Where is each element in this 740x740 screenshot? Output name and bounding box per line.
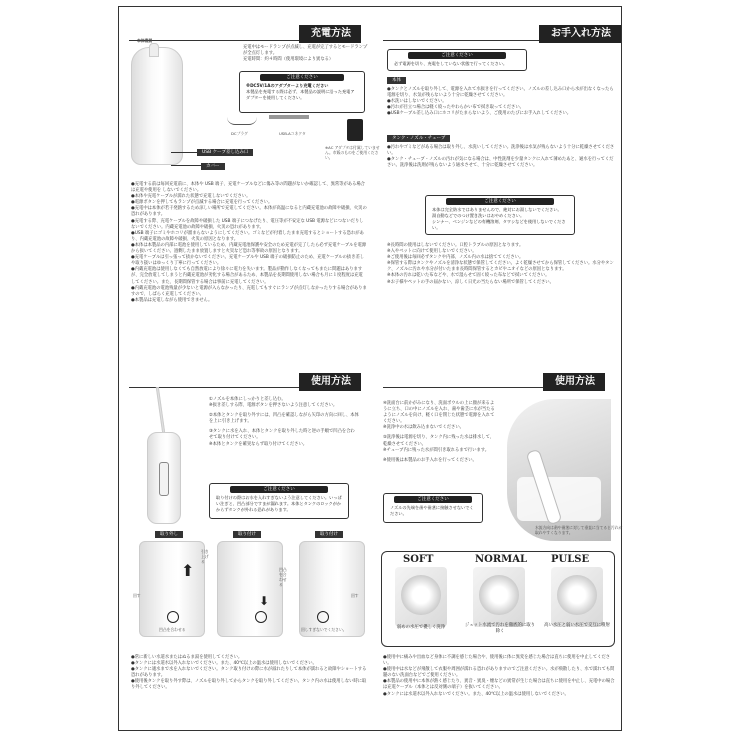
mode-pulse-name: PULSE: [551, 554, 590, 565]
mode-normal-name: NORMAL: [475, 554, 528, 565]
cable-illustration-2: [269, 115, 309, 119]
pull-caption: 引き上げる: [201, 549, 209, 564]
care-caution-2: ご注意ください 本体は完全防水ではありませんので、絶対にお湯しないでください。 湯自動などでのつけ置き洗いはおやめください。 シンナー、ベンジンなどの有機溶剤、タワシなどを使用しないでください。: [425, 195, 575, 235]
instruction-sheet: [118, 6, 622, 731]
mode-soft-image: [395, 567, 447, 627]
mode-soft-desc: 弱めの水圧で優しく洗浄: [396, 625, 446, 630]
adapter-illustration: [347, 119, 363, 141]
usage2-steps: ④洗面台に前かがみになり、洗面ボウルの上に顔が来るように立ち、口の中にノズルを入れ、歯や歯茎に水が当たるようにノズルを向け、軽く口を閉じた状態で電源を入れてください。 ※洗浄中の水は飲み込まないでください。 ⑤洗浄後は電源を切り、タンク内に残った水は排水して、乾燥させてください。 ※チューブ内に残った水が間引き取れるまで行います。 ※使用後は本製品のお手入れを行ってください。: [383, 401, 495, 463]
mode-normal-desc: ジェット水流で汚れを徹底的に取り除く: [464, 623, 536, 634]
button-panel-illustration: [159, 462, 169, 496]
align-mark-icon: [317, 611, 329, 623]
usb-a-label: USB-Aコネクタ: [279, 131, 306, 136]
care-notes: ※長時間の使用はしないでください。口腔トラブルの原因となります。 ※入やペットに向けて使用しないでください。 ※ご使用後は毎回必ずタンクや内部、ノズル内の水は捨ててください。 ※保管する際はタンクやノズルを清浄な状態で保管してください。よく乾燥させてから保管してください。水分やタンク、ノズルに汚れや水分が付いたまま長時間保管するとカビやニオイなどの原因となります。 ※本体の汚れは乾いた布などや、水で湿らせて固く絞った布などで拭いてください。 ※お子様やペットの手の届かない、涼しく日光の当たらない場所で保管してください。: [387, 243, 614, 285]
leader-line: [171, 152, 197, 153]
nozzle-port-illustration: [149, 43, 159, 57]
usage-bottom-notes: ●常に新しい水道水またはぬるま湯を使用してください。 ●タンクには水道水以外入れないでください。また、40℃以上の温水は使用しないでください。 ●タンクに適水まで水を入れないでください。タンク取り付けの際に水が溢れたりして本体が濡れると故障やショートする恐れがあります。 ●使用後タンクを取り外す際は、ノズルを取り外してからタンクを取り外してください。タンク内の水は使用しない時に取り外してください。: [131, 655, 367, 691]
usage-title: 使用方法: [299, 373, 361, 391]
photo-caption: 水流方向は歯や歯茎に対して垂直に当てると汚れが取れやすくなります。: [535, 525, 623, 535]
bathroom-photo: [507, 399, 611, 541]
usage2-title: 使用方法: [543, 373, 605, 391]
align-mark-icon: [167, 611, 179, 623]
charging-bullets: ●充電する前は毎回充電前に、本体や USB 端子、充電ケーブルなどに傷み等の問題がないか確認して、異常等がある場合は充電や使用を しないでください。 ●本体や充電ケーブルが濡れた状態で充電しないでください。 ●電源ボタンを押してもランプが点滅する場合に充電を行ってください。 ●充電中は本体が若干発熱するため涼しい場所で充電してください。本体が高温になると内蔵充電池の故障や破損、火災の恐れがあります。 ●充電する際、充電ケーブルを故障や破損した USB 端子につなげたり、電圧等が不安定な USB 電源などにつないだりしないでください。内蔵充電池の故障や破損、火災の恐れがあります。 ●USB 端子にゴミやホコリが溜まらないようにしてください。ゴミなどが付着したまま充電するとショートする恐れがあり、内蔵充電池の故障や破損、火災の原因となります。 ●本体は本製品の内部に電池を使用しているため、内蔵充電池保護や安全のため充電が完了したら必ず充電ケーブルを電源から抜いてください。過剰したまま放置しますと火災など恐れ等事故の原因となります。 ●充電ケーブルは引っ張って抜かないでください。充電ケーブルや USB 端子の破損防止のため、充電ケーブルの抜き差しや取り扱いはゆっくり丁寧に行ってください。 ●内蔵充電池は使用しなくても自然放電により徐々に電力を失います。製品が動作しなくなってもまたに問題はありますが、完全放電してしまうと内蔵充電池が劣化する場合があるため、本製品を長期間使用しない場合も月に１度程度は充電してください。また、長期間保管する場合は事前に充電してください。 ●内蔵充電池の電池残量が少ないと電源が入らなかったり、充電してもすぐにランプが点灯しなかったりする場合がありますので、しばらく充電してください。 ●本製品は充電しながら使用できません。: [131, 182, 367, 303]
adapter-note: ※AC アダプタは付属していません。市販のものをご使用ください。: [325, 145, 380, 160]
step-attach-illustration: [217, 541, 283, 637]
care-tank-lines: ●汚れやゴミなどがある場合は取り外し、水洗いしてください。洗浄後は水気が残らないよう十分に乾燥させてください。 ●タンク・チューブ・ノズルの汚れが気になる場合は、中性洗剤を少量タンクに入れて薄めたあと、通水を行ってください。洗浄後は洗剤が残らないよう通水させて、十分に乾燥させてください。: [387, 145, 615, 169]
align-mark-icon: [255, 611, 267, 623]
align-caption: 凹凸を合わせる: [159, 627, 186, 632]
turn-caption: 回す: [133, 593, 141, 598]
mode-normal-image: [473, 567, 525, 627]
care-body-tag: 本体: [387, 77, 406, 84]
usage2-caution: ご注意ください ノズルの先端を歯や歯茎に接触させないでください。: [383, 493, 483, 523]
body-back-label: 本体裏側: [137, 38, 153, 43]
usage-caution: ご注意ください 取り付けの際はお水を入れすぎないよう注意してください。いっぱい注ぎと、凹凸部分ですまが漏れます。本体とタンクのロックがかからずタンクが外れる恐れがあります。: [209, 483, 349, 519]
usage2-notes: ●使用中に痛みや出血など身体に不調を感じた場合や、使用後に体に異変を感じた場合は直ちに使用を中止してください。 ●使用中は水などが飛散して衣服や周囲が濡れる恐れがありますのでご注意ください。水が飛散したり、水で濡れても問題のない洗面台などでご使用ください。 ●本製品の使用中に本体が熱く感じたり、異音・異臭・煙などの異常が生じた場合は直ちに使用を中止し、充電中の場合は充電ケーブル（本体とは反対側の端子）を抜いてください。 ●タンクには水道水以外入れないでください。また、40℃以上の温水は使用しないでください。: [383, 655, 615, 697]
divider: [383, 387, 545, 388]
care-tank-tag: タンク・ノズル・チューブ: [387, 135, 450, 142]
divider: [129, 387, 299, 388]
turn-caption-2: 回す: [351, 593, 359, 598]
care-title: お手入れ方法: [539, 25, 621, 43]
step-label-remove: 取り外し: [155, 531, 183, 538]
charging-title: 充電方法: [299, 25, 361, 43]
divider: [129, 40, 299, 41]
care-caution: ご注意ください 必ず電源を切り、充電をしていない状態で行ってください。: [387, 49, 527, 71]
lock-caption: 回しすぎないでください。: [301, 627, 347, 632]
arrow-down-icon: ⬇: [259, 594, 270, 608]
step-label-attach-2: 取り付け: [315, 531, 343, 538]
align-caption-2: 凹凸を合わせる: [279, 567, 287, 587]
care-body-lines: ●タンクとノズルを取り外して、電源を入れて水抜きを行ってください。ノズルの差し込み口から水が出なくなったら電源を切り、水気が残らないよう十分に乾燥させてください。 ●水洗いはしないでください。 ●汚れが目立つ場合は軽く絞ったやわらかい布で拭き取ってください。 ●USBケーブル差し込み口にホコリがたまらないよう、ご使用のたびにお手入れしてください。: [387, 87, 614, 117]
nozzle-illustration: [156, 387, 165, 433]
step-label-attach: 取り付け: [233, 531, 261, 538]
charging-caution: ご注意ください ※DC5V/1Aのアダプターより充電ください 本製品を充電する際は必ず、本製品の説明に沿った充電アダプターを使用してください。: [239, 71, 365, 113]
step-lock-illustration: [299, 541, 365, 637]
usb-port-label: USB ケーブ差し込み口: [197, 149, 253, 156]
mode-pulse-image: [551, 567, 603, 627]
cover-label: カバー: [201, 163, 225, 170]
cable-illustration: [227, 111, 257, 125]
charging-intro: 充電中はモードランプが点滅し、充電が完了するとモードランプが全点灯します。 充電時間：約４時間（使用環境により異なる）: [243, 45, 368, 63]
usage-steps: ①ノズルを本体にしっかりと差し込む。 ※抜き差しする際、電源ボタンを押さないよう注意してください。 ②本体とタンクを取り外すには、凹凸を確認しながら矢印の方向に回し、本体を上に引き上げます。 ③タンクに水を入れ、本体とタンクを取り外した時と逆の手順で凹凸を合わせて取り付けてください。 ※本体とタンクを確実ならず取り付けてください。: [209, 397, 359, 447]
mode-pulse-desc: 高い水圧と弱い水圧で交互に噴射: [544, 623, 610, 628]
mode-soft-name: SOFT: [403, 554, 434, 565]
divider: [383, 40, 543, 41]
arrow-up-icon: ⬆: [181, 561, 195, 580]
dc-plug-label: DCプラグ: [231, 131, 248, 136]
leader-line: [171, 165, 201, 166]
device-back-illustration: [131, 47, 183, 165]
